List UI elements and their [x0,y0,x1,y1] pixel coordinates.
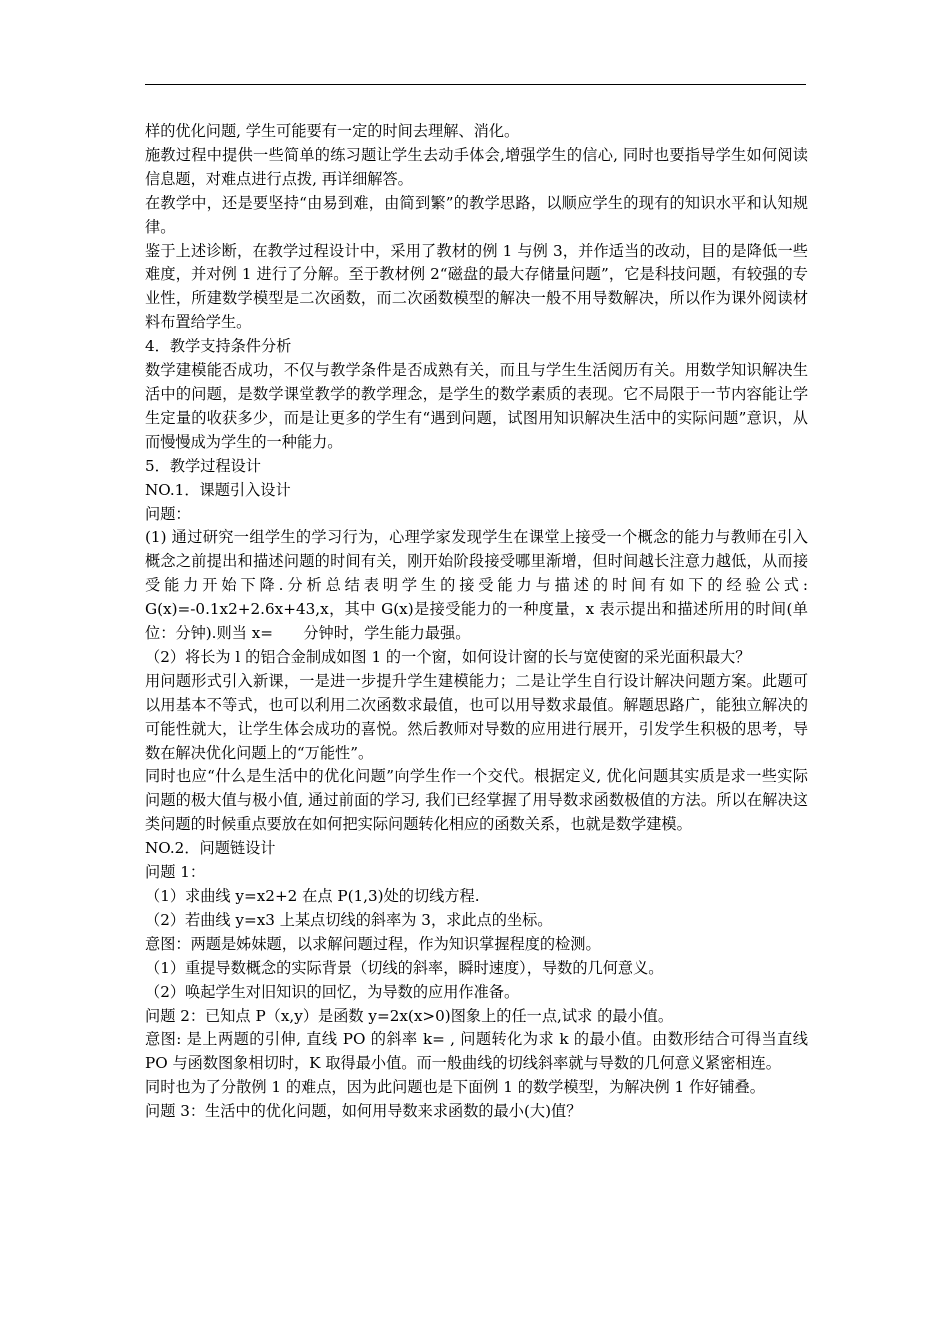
paragraph: 样的优化问题, 学生可能要有一定的时间去理解、消化。 [145,122,520,140]
paragraph: 同时也应“什么是生活中的优化问题”向学生作一个交代。根据定义, 优化问题其实质是求一些实际问题的极大值与极小值, 通过前面的学习, 我们已经掌握了用导数求函数极值的方法。所以在解决这类问题的时候重点要放在如何把实际问题转化相应的函数关系，也就是数学建模。 [145,767,808,834]
subsection-heading: NO.2．问题链设计 [145,839,276,858]
header-rule [145,84,806,85]
body-text [145,120,808,1124]
paragraph: 问题 1： [145,863,206,882]
paragraph: （2）若曲线 y=x3 上某点切线的斜率为 3，求此点的坐标。 [145,910,553,929]
paragraph: 问题 2：已知点 P（x,y）是函数 y=2x(x>0)图象上的任一点,试求 的最小值。 [145,1006,674,1025]
paragraph: 施教过程中提供一些简单的练习题让学生去动手体会,增强学生的信心, 同时也要指导学生如何阅读信息题，对难点进行点拨, 再详细解答。 [145,145,808,188]
paragraph: （1）重提导数概念的实际背景（切线的斜率，瞬时速度），导数的几何意义。 [145,958,664,977]
paragraph: 用问题形式引入新课，一是进一步提升学生建模能力；二是让学生自行设计解决问题方案。此题可以用基本不等式，也可以利用二次函数求最值，也可以用导数求最值。解题思路广，能独立解决的可能性就大，让学生体会成功的喜悦。然后教师对导数的应用进行展开，引发学生积极的思考，导数在解决优化问题上的“万能性”。 [145,671,808,762]
paragraph: 数学建模能否成功，不仅与教学条件是否成熟有关，而且与学生生活阅历有关。用数学知识解决生活中的问题，是数学课堂教学的教学理念，是学生的数学素质的表现。它不局限于一节内容能让学生定量的收获多少，而是让更多的学生有“遇到问题，试图用知识解决生活中的实际问题”意识，从而慢慢成为学生的一种能力。 [145,361,808,451]
paragraph: （2）唤起学生对旧知识的回忆，为导数的应用作准备。 [145,982,520,1001]
paragraph: 意图: 是上两题的引伸, 直线 PO 的斜率 k= , 问题转化为求 k 的最小值。由数形结合可得当直线 PO 与函数图象相切时，K 取得最小值。而一般曲线的切线斜率就与导数的几何意义紧密相连。 [145,1030,808,1073]
subsection-heading: NO.1．课题引入设计 [145,480,291,499]
section-heading: 4．教学支持条件分析 [145,337,292,356]
section-heading: 5．教学过程设计 [145,456,261,475]
paragraph: 问题 3：生活中的优化问题，如何用导数来求函数的最小(大)值？ [145,1102,582,1121]
paragraph: (1) 通过研究一组学生的学习行为，心理学家发现学生在课堂上接受一个概念的能力与教师在引入概念之前提出和描述问题的时间有关，刚开始阶段接受哪里渐增，但时间越长注意力越低，从而接受能力开始下降.分析总结表明学生的接受能力与描述的时间有如下的经验公式: G(x)=-0.1x2+2.6x+43,x，其中 G(x)是接受能力的一种度量，x 表示提出和描述所用的时间(单位：分钟).则当 x= 分钟时，学生能力最强。 [145,528,808,643]
paragraph: （2）将长为 l 的铝合金制成如图 1 的一个窗，如何设计窗的长与宽使窗的采光面积最大？ [145,647,751,666]
paragraph: （1）求曲线 y=x2+2 在点 P(1,3)处的切线方程. [145,887,480,905]
paragraph: 意图：两题是姊妹题，以求解问题过程，作为知识掌握程度的检测。 [145,934,601,953]
paragraph: 鉴于上述诊断，在教学过程设计中，采用了教材的例 1 与例 3，并作适当的改动，目的是降低一些难度，并对例 1 进行了分解。至于教材例 2“磁盘的最大存储量问题”，它是科技问题，有较强的专业性，所建数学模型是二次函数，而二次函数模型的解决一般不用导数解决，所以作为课外阅读材料布置给学生。 [145,241,808,332]
paragraph: 同时也为了分散例 1 的难点，因为此问题也是下面例 1 的数学模型，为解决例 1 作好铺叠。 [145,1078,765,1097]
paragraph: 问题： [145,504,191,523]
paragraph: 在教学中，还是要坚持“由易到难，由简到繁”的教学思路，以顺应学生的现有的知识水平和认知规律。 [145,193,808,236]
